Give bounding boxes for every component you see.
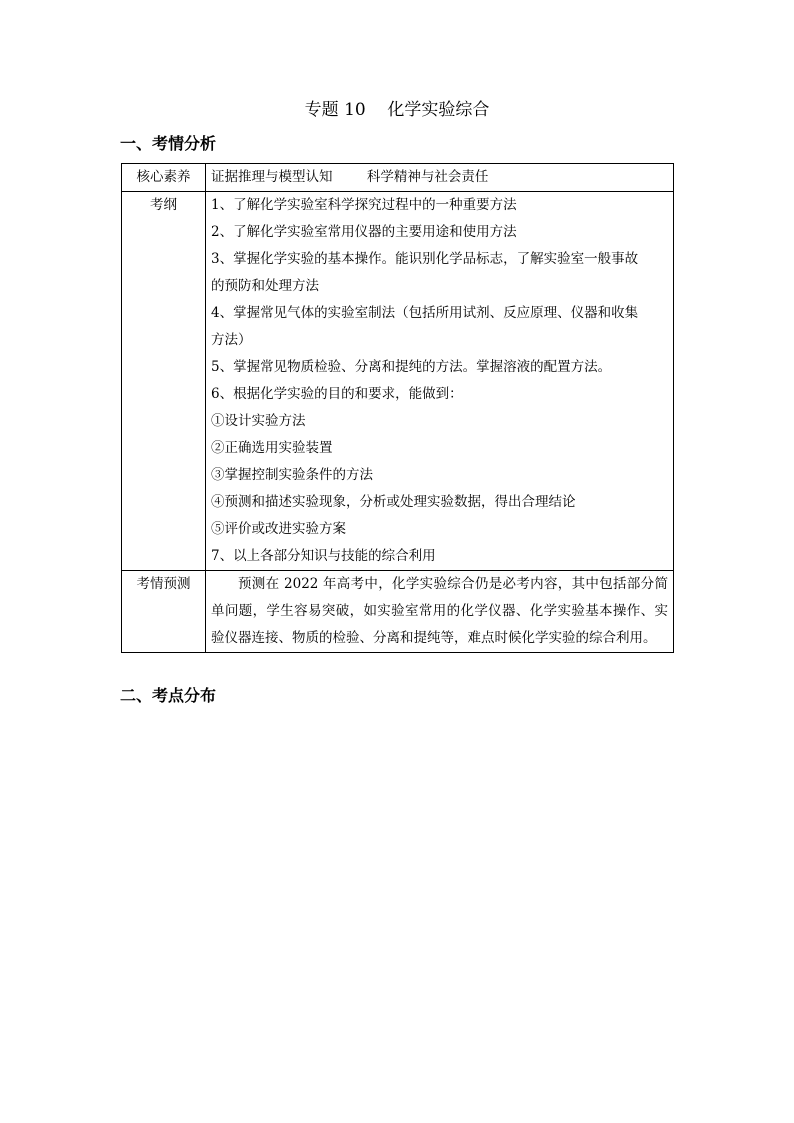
syllabus-line: ④预测和描述实验现象，分析或处理实验数据，得出合理结论 (211, 494, 576, 510)
syllabus-line: 2、了解化学实验室常用仪器的主要用途和使用方法 (211, 224, 517, 240)
syllabus-line: 1、了解化学实验室科学探究过程中的一种重要方法 (211, 197, 517, 213)
core-literacy-value: 证据推理与模型认知 科学精神与社会责任 (206, 164, 674, 192)
syllabus-row (122, 192, 674, 571)
syllabus-line: 3、掌握化学实验的基本操作。能识别化学品标志，了解实验室一般事故 (211, 251, 639, 267)
core-literacy-label: 核心素养 (122, 164, 206, 192)
syllabus-line: 方法） (211, 332, 252, 348)
syllabus-content (206, 192, 674, 571)
syllabus-line: 5、掌握常见物质检验、分离和提纯的方法。掌握溶液的配置方法。 (211, 359, 612, 375)
forecast-text: 预测在 2022 年高考中，化学实验综合仍是必考内容，其中包括部分简单问题，学生容易突破，如实验室常用的化学仪器、化学实验基本操作、实验仪器连接、物质的检验、分离和提纯等，难点时候化学实验的综合利用。 (206, 571, 674, 653)
forecast-label: 考情预测 (122, 571, 206, 653)
syllabus-line: 6、根据化学实验的目的和要求，能做到： (211, 386, 463, 402)
core-literacy-row (122, 164, 674, 192)
syllabus-line: ②正确选用实验装置 (211, 440, 333, 456)
syllabus-label: 考纲 (122, 192, 206, 571)
section-heading-distribution: 二、考点分布 (120, 686, 217, 705)
exam-analysis-table (121, 163, 674, 653)
syllabus-line: 7、以上各部分知识与技能的综合利用 (211, 548, 436, 564)
syllabus-line: 4、掌握常见气体的实验室制法（包括所用试剂、反应原理、仪器和收集 (211, 305, 639, 321)
section-heading-analysis: 一、考情分析 (120, 134, 217, 153)
syllabus-line: ①设计实验方法 (211, 413, 306, 429)
syllabus-line: ⑤评价或改进实验方案 (211, 521, 346, 537)
forecast-row (122, 571, 674, 653)
syllabus-line: ③掌握控制实验条件的方法 (211, 467, 373, 483)
document-title: 专题 10 化学实验综合 (304, 100, 490, 120)
syllabus-line: 的预防和处理方法 (211, 278, 319, 294)
